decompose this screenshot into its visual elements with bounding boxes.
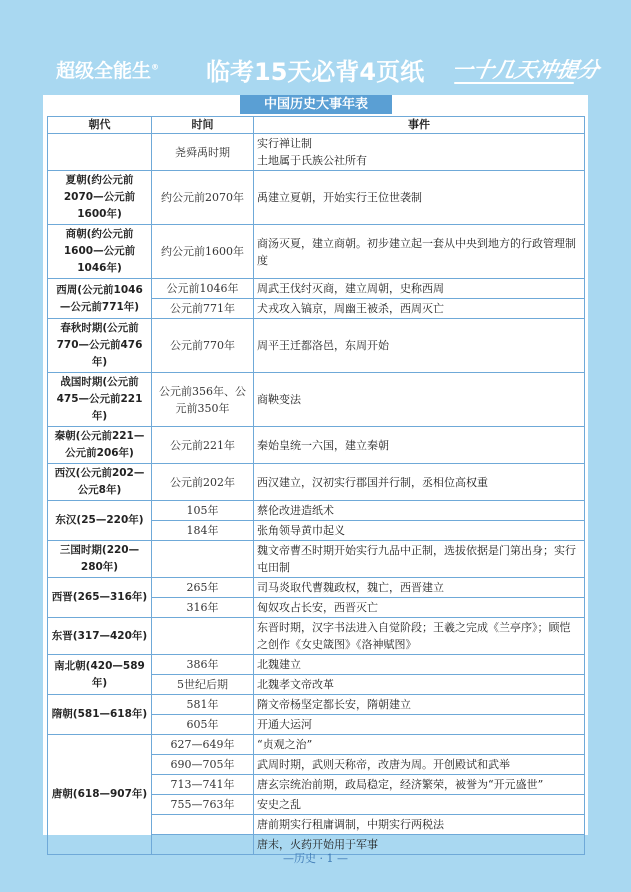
slogan-underline bbox=[454, 82, 574, 84]
event-line: 东晋时期，汉字书法进入自觉阶段；王羲之完成《兰亭序》；顾恺之创作《女史箴图》《洛神赋图》 bbox=[257, 621, 571, 651]
time-cell: 755—763年 bbox=[152, 795, 254, 815]
time-cell: 581年 bbox=[152, 695, 254, 715]
time-cell: 尧舜禹时期 bbox=[152, 134, 254, 171]
event-line: 安史之乱 bbox=[257, 798, 301, 811]
dynasty-cell: 商朝(约公元前1600—公元前1046年) bbox=[48, 225, 152, 279]
event-line: 商汤灭夏，建立商朝。初步建立起一套从中央到地方的行政管理制度 bbox=[257, 236, 576, 267]
slogan: 一十几天冲提分 bbox=[449, 57, 602, 82]
event-line: 司马炎取代曹魏政权，魏亡，西晋建立 bbox=[257, 581, 444, 594]
event-line: 周武王伐纣灭商，建立周朝，史称西周 bbox=[257, 282, 444, 295]
event-cell bbox=[254, 815, 585, 835]
event-cell bbox=[254, 578, 585, 598]
event-cell bbox=[254, 427, 585, 464]
page-number: —历史 · 1 — bbox=[283, 852, 348, 865]
dynasty-cell: 三国时期(220—280年) bbox=[48, 541, 152, 578]
column-header-dynasty: 朝代 bbox=[48, 117, 152, 134]
event-cell bbox=[254, 171, 585, 225]
table-row bbox=[48, 464, 585, 501]
event-cell bbox=[254, 319, 585, 373]
table-row bbox=[48, 735, 585, 755]
table-header-row bbox=[48, 117, 585, 134]
event-line: 北魏建立 bbox=[257, 658, 301, 671]
time-cell: 105年 bbox=[152, 501, 254, 521]
table-row bbox=[48, 319, 585, 373]
event-cell bbox=[254, 521, 585, 541]
time-cell: 公元前202年 bbox=[152, 464, 254, 501]
page-title: 临考15天必背4页纸 bbox=[206, 58, 425, 86]
column-header-time: 时间 bbox=[152, 117, 254, 134]
time-cell: 690—705年 bbox=[152, 755, 254, 775]
dynasty-cell: 西汉(公元前202—公元8年) bbox=[48, 464, 152, 501]
event-line: 商鞅变法 bbox=[257, 393, 301, 406]
dynasty-cell: 战国时期(公元前475—公元前221年) bbox=[48, 373, 152, 427]
event-cell bbox=[254, 225, 585, 279]
event-line: 开通大运河 bbox=[257, 718, 312, 731]
event-line: 唐前期实行租庸调制，中期实行两税法 bbox=[257, 818, 444, 831]
table-row bbox=[48, 134, 585, 171]
event-cell bbox=[254, 279, 585, 299]
event-cell bbox=[254, 655, 585, 675]
brand-text: 超级全能生 bbox=[56, 60, 152, 82]
event-line: 武周时期，武则天称帝，改唐为周。开创殿试和武举 bbox=[257, 758, 510, 771]
event-line: 隋文帝杨坚定都长安，隋朝建立 bbox=[257, 698, 411, 711]
event-line: 北魏孝文帝改革 bbox=[257, 678, 334, 691]
time-cell: 约公元前1600年 bbox=[152, 225, 254, 279]
time-cell: 公元前356年、公元前350年 bbox=[152, 373, 254, 427]
dynasty-cell: 唐朝(618—907年) bbox=[48, 735, 152, 855]
event-cell bbox=[254, 735, 585, 755]
event-cell bbox=[254, 618, 585, 655]
time-cell bbox=[152, 541, 254, 578]
event-cell bbox=[254, 795, 585, 815]
event-line: 唐末，火药开始用于军事 bbox=[257, 838, 378, 851]
event-cell bbox=[254, 373, 585, 427]
time-cell bbox=[152, 815, 254, 835]
event-line: “贞观之治” bbox=[257, 738, 313, 751]
event-cell bbox=[254, 464, 585, 501]
dynasty-cell: 西周(公元前1046—公元前771年) bbox=[48, 279, 152, 319]
time-cell: 605年 bbox=[152, 715, 254, 735]
event-line: 犬戎攻入镐京，周幽王被杀，西周灭亡 bbox=[257, 302, 444, 315]
dynasty-cell: 秦朝(公元前221—公元前206年) bbox=[48, 427, 152, 464]
time-cell: 386年 bbox=[152, 655, 254, 675]
event-line: 蔡伦改进造纸术 bbox=[257, 504, 334, 517]
event-line: 西汉建立，汉初实行郡国并行制，丞相位高权重 bbox=[257, 475, 488, 489]
table-row bbox=[48, 541, 585, 578]
time-cell: 265年 bbox=[152, 578, 254, 598]
time-cell: 316年 bbox=[152, 598, 254, 618]
event-cell bbox=[254, 755, 585, 775]
event-line: 魏文帝曹丕时期开始实行九品中正制，选拔依据是门第出身；实行屯田制 bbox=[257, 544, 576, 574]
event-line: 张角领导黄巾起义 bbox=[257, 524, 345, 537]
table-row bbox=[48, 578, 585, 598]
page-header bbox=[0, 0, 631, 95]
event-line: 匈奴攻占长安，西晋灭亡 bbox=[257, 601, 378, 614]
time-cell: 公元前771年 bbox=[152, 299, 254, 319]
table-title: 中国历史大事年表 bbox=[240, 95, 392, 114]
dynasty-cell: 夏朝(约公元前2070—公元前1600年) bbox=[48, 171, 152, 225]
table-body bbox=[48, 134, 585, 855]
time-cell: 5世纪后期 bbox=[152, 675, 254, 695]
history-events-table bbox=[47, 116, 585, 855]
event-line: 秦始皇统一六国，建立秦朝 bbox=[257, 438, 389, 452]
time-cell bbox=[152, 618, 254, 655]
registered-mark: ® bbox=[151, 62, 160, 72]
table-row bbox=[48, 501, 585, 521]
event-cell bbox=[254, 134, 585, 171]
dynasty-cell: 东汉(25—220年) bbox=[48, 501, 152, 541]
dynasty-cell: 东晋(317—420年) bbox=[48, 618, 152, 655]
time-cell: 约公元前2070年 bbox=[152, 171, 254, 225]
table-row bbox=[48, 373, 585, 427]
time-cell: 公元前770年 bbox=[152, 319, 254, 373]
event-line: 土地属于氏族公社所有 bbox=[257, 154, 367, 167]
table-row bbox=[48, 279, 585, 299]
event-cell bbox=[254, 299, 585, 319]
dynasty-cell: 隋朝(581—618年) bbox=[48, 695, 152, 735]
column-header-event: 事件 bbox=[254, 117, 585, 134]
dynasty-cell: 西晋(265—316年) bbox=[48, 578, 152, 618]
event-line: 实行禅让制 bbox=[257, 137, 312, 150]
dynasty-cell: 南北朝(420—589年) bbox=[48, 655, 152, 695]
event-cell bbox=[254, 598, 585, 618]
event-cell bbox=[254, 541, 585, 578]
table-row bbox=[48, 171, 585, 225]
event-cell bbox=[254, 715, 585, 735]
table-row bbox=[48, 618, 585, 655]
event-line: 周平王迁都洛邑，东周开始 bbox=[257, 339, 389, 352]
time-cell: 公元前221年 bbox=[152, 427, 254, 464]
dynasty-cell bbox=[48, 134, 152, 171]
event-line: 唐玄宗统治前期，政局稳定，经济繁荣，被誉为“开元盛世” bbox=[257, 778, 544, 791]
event-cell bbox=[254, 775, 585, 795]
table-row bbox=[48, 655, 585, 675]
table-row bbox=[48, 695, 585, 715]
time-cell: 627—649年 bbox=[152, 735, 254, 755]
dynasty-cell: 春秋时期(公元前770—公元前476年) bbox=[48, 319, 152, 373]
table-row bbox=[48, 225, 585, 279]
table-row bbox=[48, 427, 585, 464]
brand-logo bbox=[56, 56, 159, 83]
time-cell: 713—741年 bbox=[152, 775, 254, 795]
time-cell: 公元前1046年 bbox=[152, 279, 254, 299]
event-line: 禹建立夏朝，开始实行王位世袭制 bbox=[257, 191, 422, 204]
time-cell: 184年 bbox=[152, 521, 254, 541]
event-cell bbox=[254, 695, 585, 715]
event-cell bbox=[254, 675, 585, 695]
event-cell bbox=[254, 501, 585, 521]
